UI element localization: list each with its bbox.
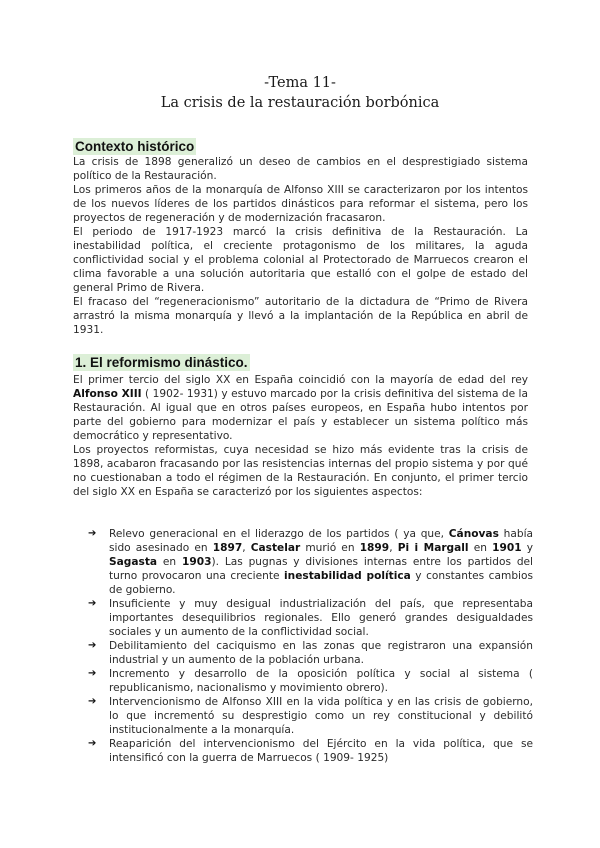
arrow-right-icon: ➔ <box>88 696 97 707</box>
section-1-heading: 1. El reformismo dinástico. <box>75 355 248 370</box>
list-item-text: Reaparición del intervencionismo del Ejército en la vida política, que se intensificó con la guerra de Marruecos ( 1909- 1925) <box>109 738 533 764</box>
bold-term: 1899 <box>359 542 390 554</box>
list-item <box>88 597 533 639</box>
bold-term: 1903 <box>181 556 212 568</box>
text-run: en <box>468 542 493 554</box>
list-item-text: Incremento y desarrollo de la oposición política y social al sistema ( republicanismo, nacionalismo y movimiento obrero). <box>109 668 533 694</box>
text-run: Relevo generacional en el liderazgo de los partidos ( ya que, <box>109 528 449 540</box>
list-item-text: Debilitamiento del caciquismo en las zonas que registraron una expansión industrial y un aumento de la población urbana. <box>109 640 533 666</box>
text-run: , <box>389 542 398 554</box>
list-item <box>88 737 533 765</box>
bold-term: Alfonso XIII <box>73 388 142 400</box>
section-1-paragraph-1 <box>73 373 528 443</box>
bold-term: Pi i Margall <box>397 542 469 554</box>
list-item <box>88 667 533 695</box>
document-title <box>0 74 600 114</box>
bold-term: Castelar <box>250 542 301 554</box>
context-paragraph-3: El periodo de 1917-1923 marcó la crisis definitiva de la Restauración. La inestabilidad política, el creciente protagonismo de los militares, la aguda conflictividad social y el problema colonial al Protectorado de Marruecos crearon el clima favorable a una solución autoritaria que estalló con el golpe de estado del general Primo de Rivera. <box>73 226 528 294</box>
text-run: ). Las pugnas y divisiones internas entre los partidos del turno provocaron una creciente <box>109 556 534 582</box>
bold-term: inestabilidad política <box>284 570 411 582</box>
text-run: y constantes cambios de gobierno. <box>109 570 533 596</box>
arrow-right-icon: ➔ <box>88 528 97 539</box>
aspects-list <box>88 527 533 765</box>
text-run: en <box>157 556 182 568</box>
bold-term: Sagasta <box>109 556 158 568</box>
context-paragraph-2: Los primeros años de la monarquía de Alfonso XIII se caracterizaron por los intentos de los nuevos líderes de los partidos dinásticos para reformar el sistema, pero los proyectos de regeneración y de modernización fracasaron. <box>73 184 528 224</box>
section-1-paragraph-2: Los proyectos reformistas, cuya necesidad se hizo más evidente tras la crisis de 1898, acabaron fracasando por las resistencias internas del propio sistema y por qué no cuestionaban a todo el régimen de la Restauración. En conjunto, el primer tercio del siglo XX en España se caracterizó por los siguientes aspectos: <box>73 444 528 498</box>
list-item-text: Intervencionismo de Alfonso XIII en la vida política y en las crisis de gobierno, lo que incrementó su desprestigio como un rey constitucional y debilitó institucionalmente a la monarquía. <box>109 696 533 736</box>
arrow-right-icon: ➔ <box>88 598 97 609</box>
context-paragraph-1: La crisis de 1898 generalizó un deseo de cambios en el desprestigiado sistema político de la Restauración. <box>73 156 528 182</box>
context-heading: Contexto histórico <box>75 139 195 154</box>
list-item <box>88 639 533 667</box>
topic-title: La crisis de la restauración borbónica <box>160 95 440 111</box>
arrow-right-icon: ➔ <box>88 668 97 679</box>
text-run: El primer tercio del siglo XX en España coincidió con la mayoría de edad del rey <box>73 374 528 386</box>
arrow-right-icon: ➔ <box>88 738 97 749</box>
arrow-right-icon: ➔ <box>88 640 97 651</box>
text-run: murió en <box>300 542 360 554</box>
text-run: y <box>521 542 533 554</box>
context-paragraph-4: El fracaso del “regeneracionismo” autoritario de la dictadura de “Primo de Rivera arrastró la misma monarquía y llevó a la implantación de la República en abril de 1931. <box>73 296 528 336</box>
text-run: había sido asesinado en <box>109 528 534 554</box>
text-run: ( 1902- 1931) y estuvo marcado por la crisis definitiva del sistema de la Restauración. Al igual que en otros países europeos, en España hubo intentos por parte del gobierno para modernizar el país y establecer un sistema político más democrático y representativo. <box>73 388 528 442</box>
list-item-text: Insuficiente y muy desigual industrialización del país, que representaba importantes desequilibrios regionales. Ello generó grandes desigualdades sociales y un aumento de la conflictividad social. <box>109 598 533 638</box>
bold-term: 1901 <box>492 542 522 554</box>
bold-term: 1897 <box>212 542 243 554</box>
list-item <box>88 695 533 737</box>
list-item <box>88 527 533 597</box>
bold-term: Cánovas <box>448 528 499 540</box>
topic-number: -Tema 11- <box>264 75 336 91</box>
text-run: , <box>242 542 251 554</box>
